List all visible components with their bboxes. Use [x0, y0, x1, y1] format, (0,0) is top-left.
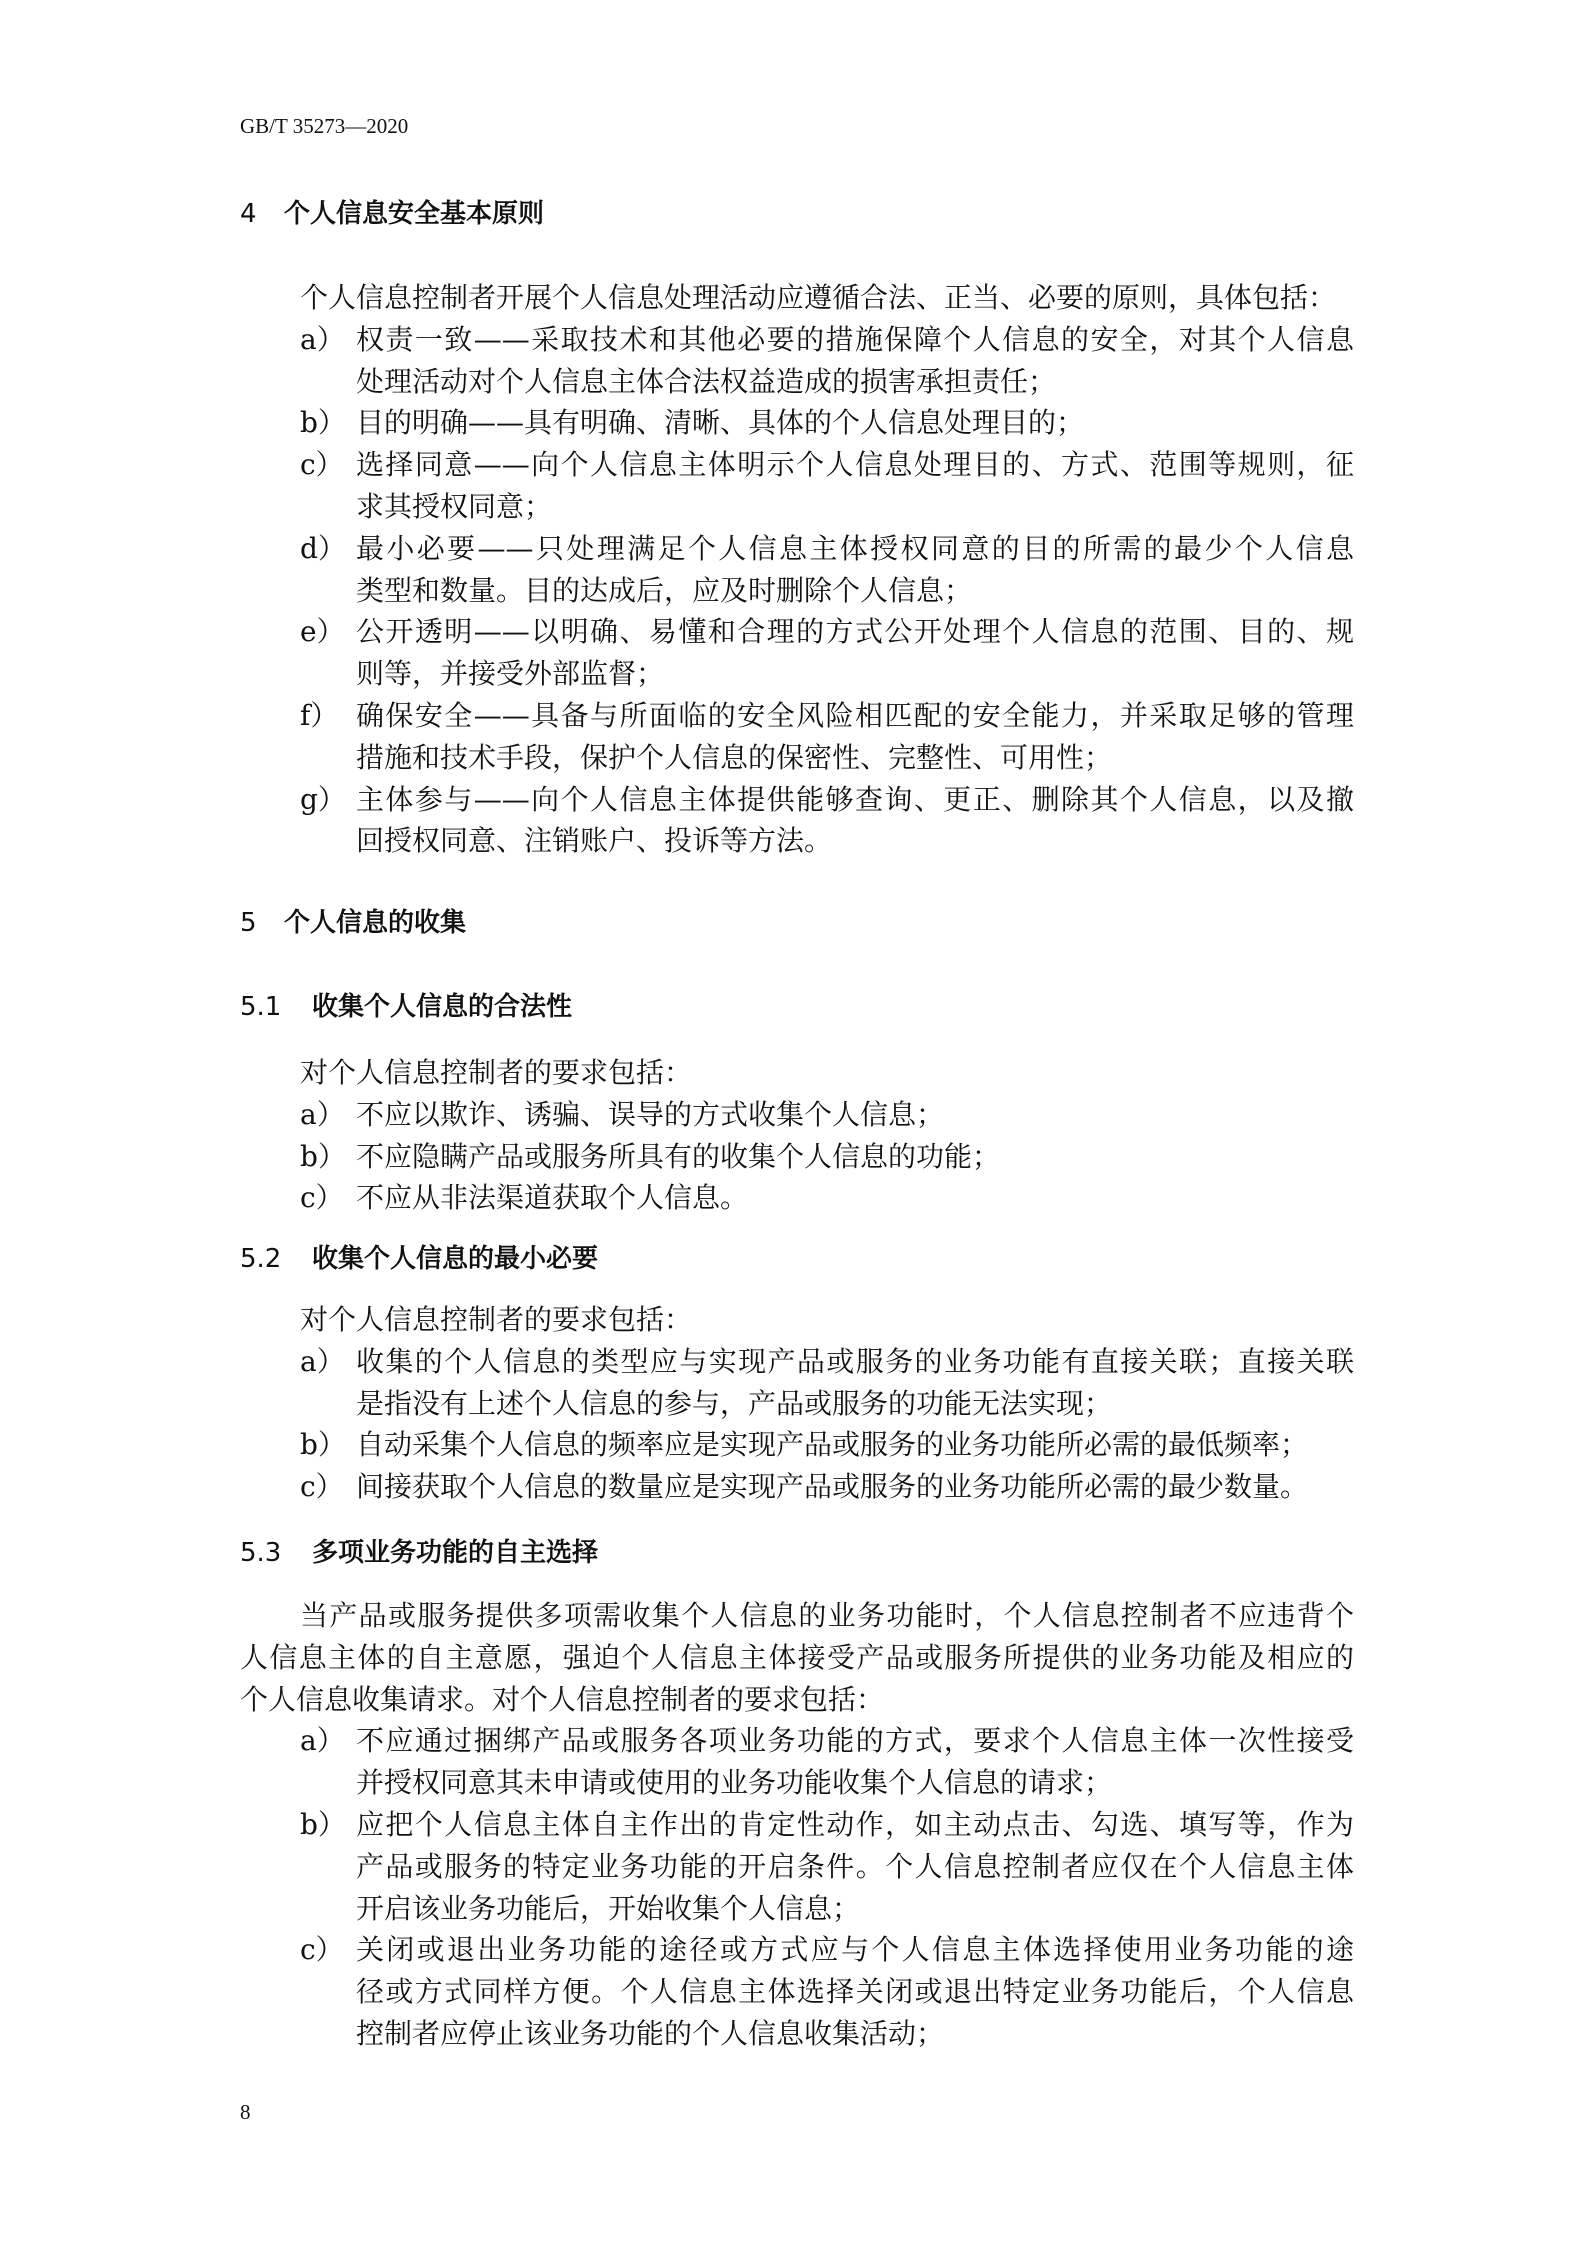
list-item	[240, 319, 1354, 403]
list-item-label: a）	[300, 1344, 345, 1378]
text-line: 人信息主体的自主意愿，强迫个人信息主体接受产品或服务所提供的业务功能及相应的	[240, 1640, 1354, 1674]
list-item	[240, 528, 1354, 612]
list-item	[240, 1466, 1354, 1508]
text-line: 类型和数量。目的达成后，应及时删除个人信息；	[356, 573, 973, 607]
list-item-label: d）	[300, 531, 346, 565]
text-line: 不应以欺诈、诱骗、误导的方式收集个人信息；	[356, 1097, 945, 1131]
section-title: 收集个人信息的合法性	[312, 992, 573, 1022]
text-line: 个人信息收集请求。对个人信息控制者的要求包括：	[240, 1682, 885, 1716]
paragraph	[240, 1299, 1354, 1341]
list-item	[240, 402, 1354, 444]
section-body	[240, 1299, 1354, 1508]
paragraph	[240, 1052, 1354, 1094]
text-line: 自动采集个人信息的频率应是实现产品或服务的业务功能所必需的最低频率；	[356, 1428, 1309, 1462]
list-item-label: c）	[300, 1181, 344, 1215]
section-title: 个人信息的收集	[284, 908, 467, 938]
text-line: 权责一致——采取技术和其他必要的措施保障个人信息的安全，对其个人信息	[356, 322, 1354, 356]
text-line: 则等，并接受外部监督；	[356, 657, 665, 691]
list-item-label: f）	[300, 698, 339, 732]
paragraph	[240, 1595, 1354, 1720]
text-line: 主体参与——向个人信息主体提供能够查询、更正、删除其个人信息，以及撤	[356, 782, 1354, 816]
text-line: 目的明确——具有明确、清晰、具体的个人信息处理目的；	[356, 406, 1085, 440]
text-line: 当产品或服务提供多项需收集个人信息的业务功能时，个人信息控制者不应违背个	[300, 1599, 1354, 1632]
page-number: 8	[240, 2100, 251, 2124]
text-line: 应把个人信息主体自主作出的肯定性动作，如主动点击、勾选、填写等，作为	[356, 1807, 1354, 1841]
text-line: 间接获取个人信息的数量应是实现产品或服务的业务功能所必需的最少数量。	[356, 1470, 1309, 1504]
text-line: 求其授权同意；	[356, 489, 553, 523]
list-item	[240, 1341, 1354, 1425]
section-body	[240, 277, 1354, 862]
list-item	[240, 1136, 1354, 1178]
list-item-label: g）	[300, 782, 346, 816]
list-item	[240, 695, 1354, 779]
list-item	[240, 1094, 1354, 1136]
text-line: 收集的个人信息的类型应与实现产品或服务的业务功能有直接关联；直接关联	[356, 1344, 1354, 1378]
text-line: 是指没有上述个人信息的参与，产品或服务的功能无法实现；	[356, 1386, 1113, 1420]
section-body	[240, 1052, 1354, 1219]
list-item-label: b）	[300, 1139, 346, 1173]
section-heading	[240, 194, 544, 234]
section-number: 5	[240, 908, 257, 938]
list-item	[240, 444, 1354, 528]
list-item	[240, 611, 1354, 695]
section-heading	[240, 903, 466, 943]
section-number: 5.2	[240, 1244, 282, 1274]
list-item	[240, 1929, 1354, 2054]
text-line: 不应从非法渠道获取个人信息。	[356, 1181, 749, 1215]
section-body	[240, 1595, 1354, 2055]
list-item	[240, 1804, 1354, 1929]
text-line: 径或方式同样方便。个人信息主体选择关闭或退出特定业务功能后，个人信息	[356, 1975, 1354, 2009]
list-item-label: b）	[300, 406, 346, 440]
text-line: 措施和技术手段，保护个人信息的保密性、完整性、可用性；	[356, 740, 1113, 774]
text-line: 产品或服务的特定业务功能的开启条件。个人信息控制者应仅在个人信息主体	[356, 1849, 1354, 1883]
text-line: 处理活动对个人信息主体合法权益造成的损害承担责任；	[356, 364, 1057, 398]
list-item-label: c）	[300, 1933, 344, 1967]
text-line: 确保安全——具备与所面临的安全风险相匹配的安全能力，并采取足够的管理	[356, 698, 1354, 732]
section-title: 个人信息安全基本原则	[284, 199, 545, 229]
list-item-label: a）	[300, 322, 345, 356]
section-number: 4	[240, 199, 257, 229]
list-item	[240, 1177, 1354, 1219]
text-line: 回授权同意、注销账户、投诉等方法。	[356, 824, 833, 858]
list-item	[240, 1720, 1354, 1804]
section-heading	[240, 1533, 598, 1573]
text-line: 并授权同意其未申请或使用的业务功能收集个人信息的请求；	[356, 1766, 1113, 1800]
text-line: 对个人信息控制者的要求包括：	[300, 1056, 693, 1089]
section-number: 5.1	[240, 992, 282, 1022]
text-line: 控制者应停止该业务功能的个人信息收集活动；	[356, 2016, 945, 2050]
section-heading	[240, 1239, 598, 1279]
document-header: GB/T 35273—2020	[240, 114, 409, 138]
list-item-label: b）	[300, 1428, 346, 1462]
text-line: 不应隐瞒产品或服务所具有的收集个人信息的功能；	[356, 1139, 1001, 1173]
list-item-label: c）	[300, 1470, 344, 1504]
text-line: 对个人信息控制者的要求包括：	[300, 1303, 693, 1336]
section-number: 5.3	[240, 1538, 282, 1568]
section-title: 收集个人信息的最小必要	[312, 1244, 599, 1274]
text-line: 开启该业务功能后，开始收集个人信息；	[356, 1891, 861, 1925]
section-title: 多项业务功能的自主选择	[312, 1538, 599, 1568]
text-line: 关闭或退出业务功能的途径或方式应与个人信息主体选择使用业务功能的途	[356, 1933, 1354, 1967]
list-item-label: e）	[300, 615, 345, 649]
text-line: 选择同意——向个人信息主体明示个人信息处理目的、方式、范围等规则，征	[356, 448, 1354, 482]
list-item-label: b）	[300, 1807, 346, 1841]
paragraph	[240, 277, 1354, 319]
list-item	[240, 1424, 1354, 1466]
text-line: 最小必要——只处理满足个人信息主体授权同意的目的所需的最少个人信息	[356, 531, 1354, 565]
text-line: 个人信息控制者开展个人信息处理活动应遵循合法、正当、必要的原则，具体包括：	[300, 281, 1337, 314]
list-item-label: a）	[300, 1724, 345, 1758]
section-heading	[240, 987, 572, 1027]
list-item-label: c）	[300, 448, 344, 482]
text-line: 公开透明——以明确、易懂和合理的方式公开处理个人信息的范围、目的、规	[356, 615, 1354, 649]
text-line: 不应通过捆绑产品或服务各项业务功能的方式，要求个人信息主体一次性接受	[356, 1724, 1354, 1758]
list-item	[240, 779, 1354, 863]
list-item-label: a）	[300, 1097, 345, 1131]
